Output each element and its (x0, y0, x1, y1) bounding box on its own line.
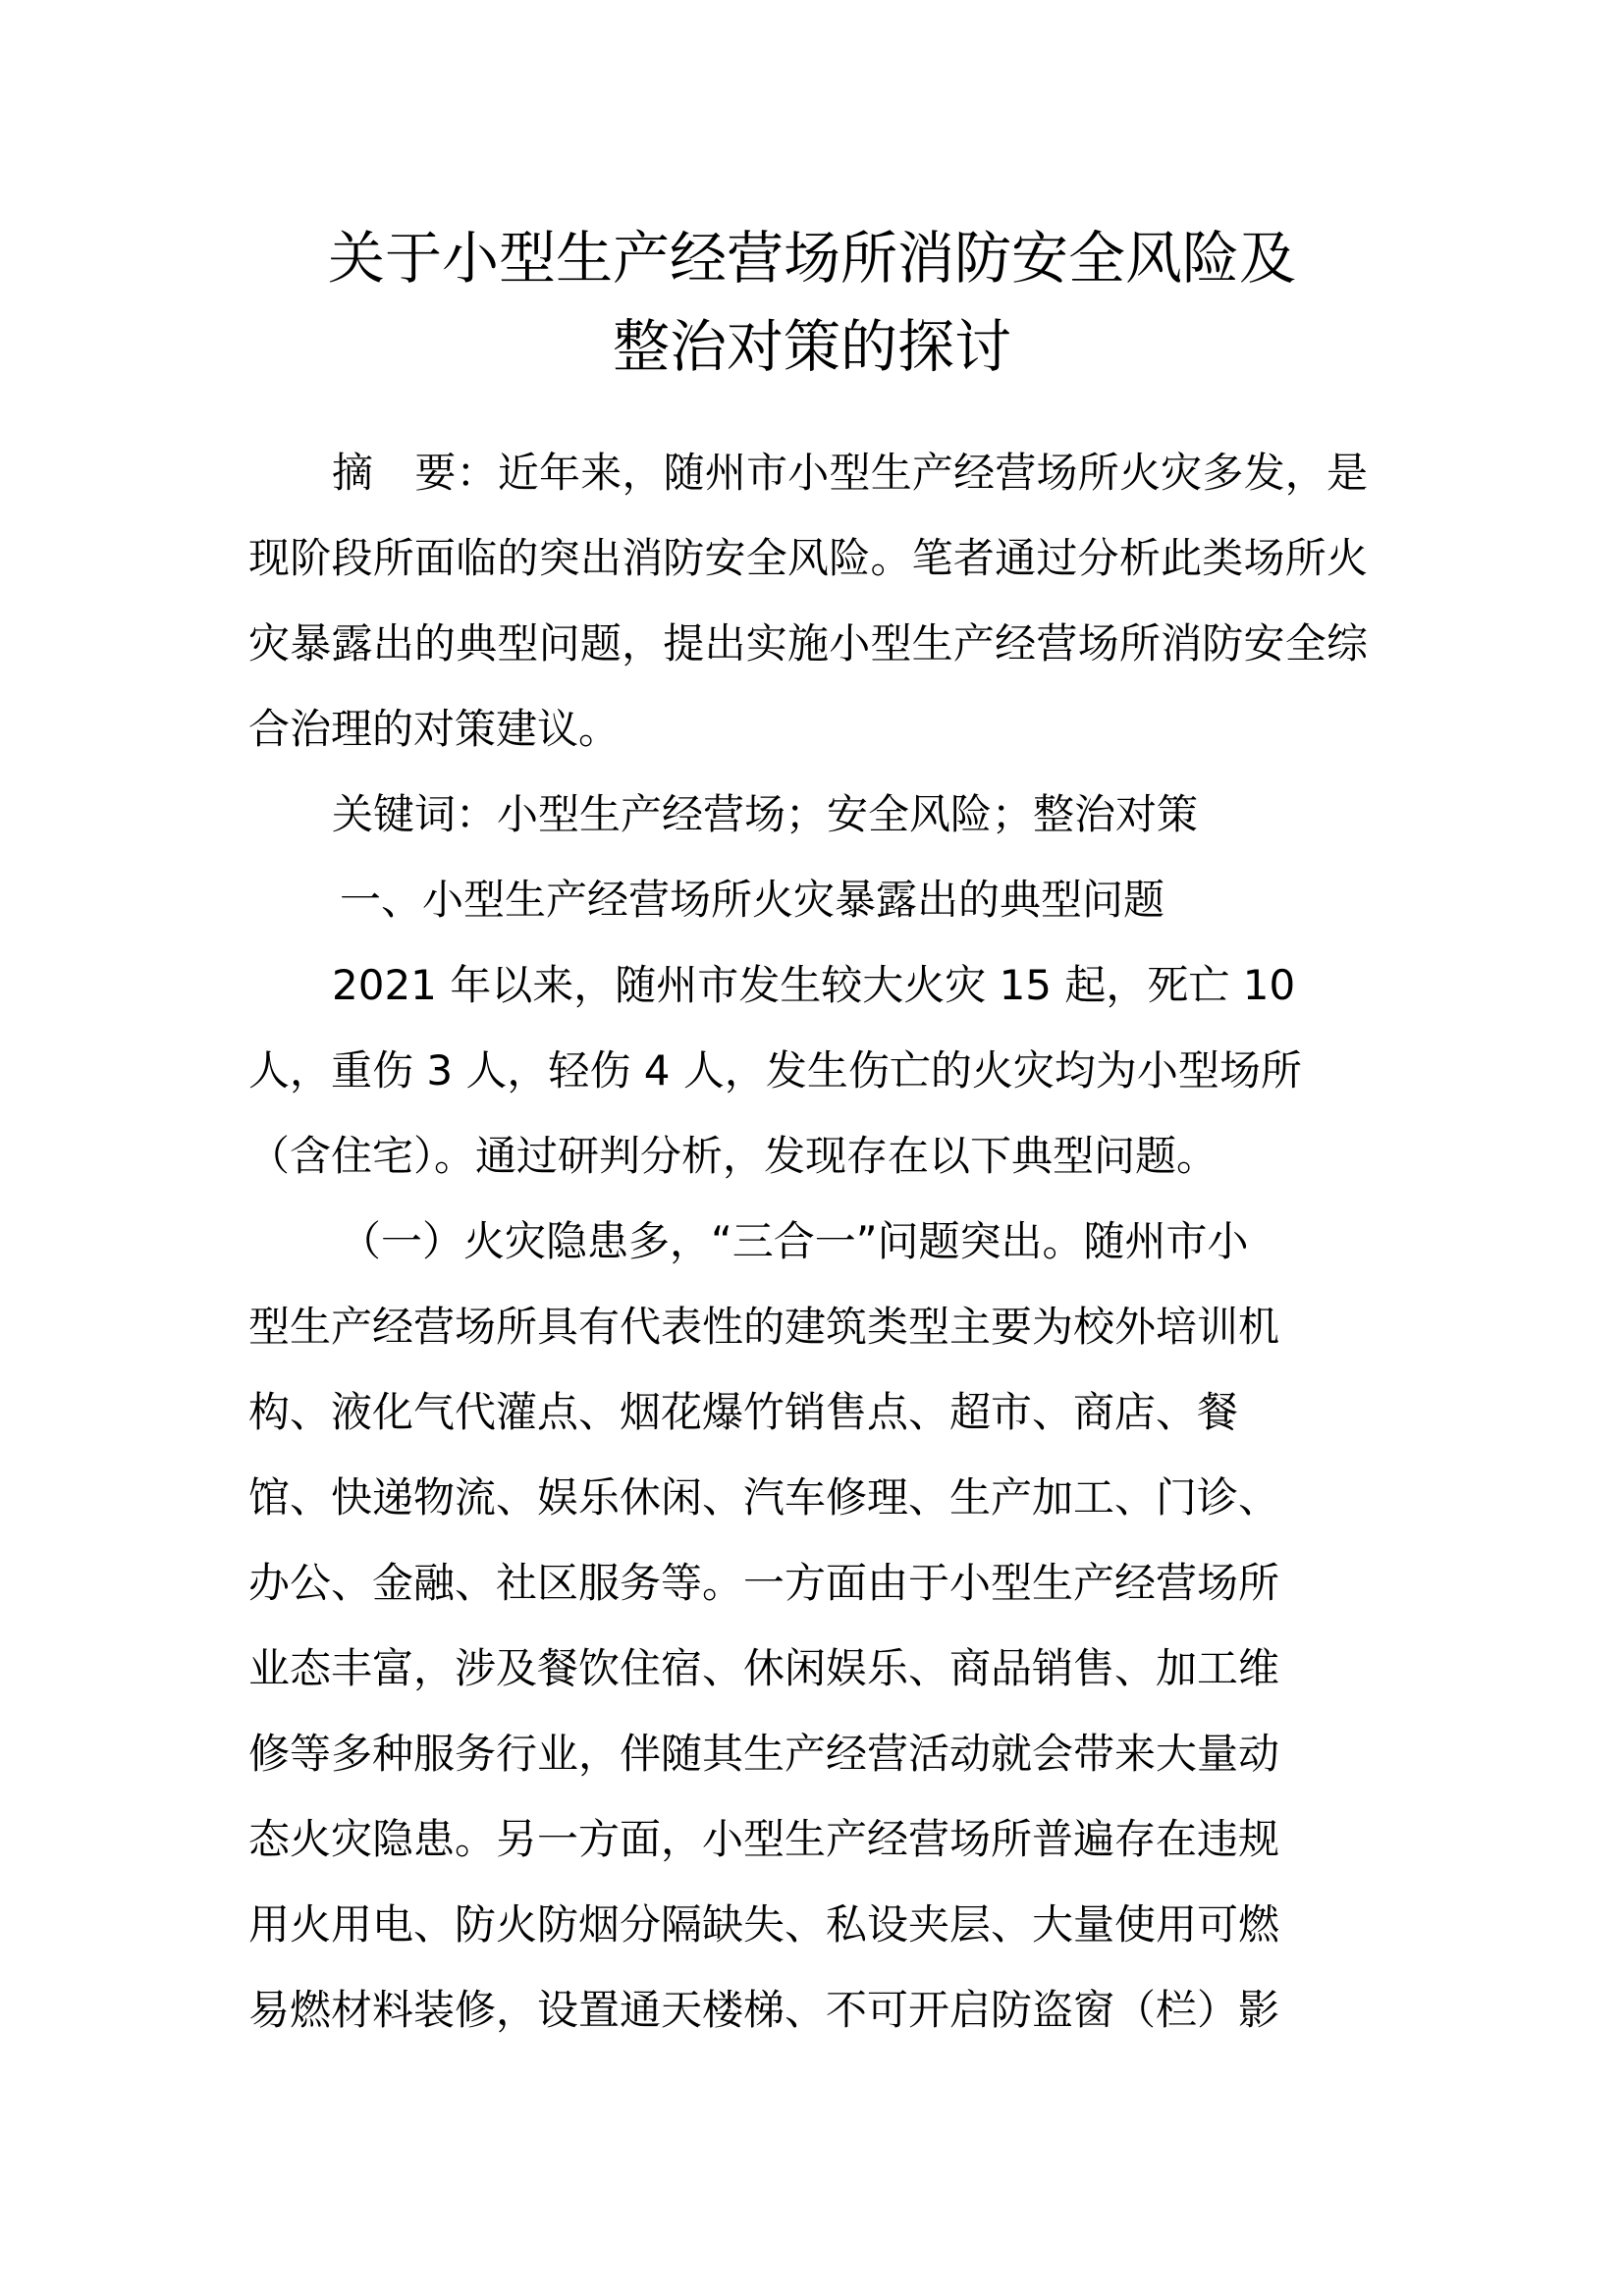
abstract-line: 合治理的对策建议。 (248, 705, 621, 753)
paragraph-line: 易燃材料装修，设置通天楼梯、不可开启防盗窗（栏）影 (248, 1986, 1280, 2034)
keywords: 关键词：小型生产经营场；安全风险；整治对策 (332, 790, 1199, 838)
paragraph-line: 用火用电、防火防烟分隔缺失、私设夹层、大量使用可燃 (248, 1900, 1280, 1949)
abstract-line: 摘 要：近年来，随州市小型生产经营场所火灾多发，是 (332, 449, 1368, 497)
paragraph-line: 态火灾隐患。另一方面，小型生产经营场所普遍存在违规 (248, 1815, 1280, 1863)
paragraph-line: 馆、快递物流、娱乐休闲、汽车修理、生产加工、门诊、 (248, 1473, 1280, 1522)
abstract-line: 现阶段所面临的突出消防安全风险。笔者通过分析此类场所火 (248, 534, 1368, 582)
section-heading: 一、小型生产经营场所火灾暴露出的典型问题 (340, 876, 1165, 924)
abstract-line: 灾暴露出的典型问题，提出实施小型生产经营场所消防安全综 (248, 619, 1368, 667)
paragraph-line: 修等多种服务行业，伴随其生产经营活动就会带来大量动 (248, 1730, 1280, 1778)
paragraph-line: 2021 年以来，随州市发生较大火灾 15 起，死亡 10 (332, 961, 1296, 1009)
paragraph-line: （含住宅）。通过研判分析，发现存在以下典型问题。 (248, 1132, 1218, 1180)
document-title-line-2: 整治对策的探讨 (612, 313, 1011, 380)
paragraph-line: 办公、金融、社区服务等。一方面由于小型生产经营场所 (248, 1559, 1280, 1607)
paragraph-line: （一）火灾隐患多，“三合一”问题突出。随州市小 (340, 1217, 1249, 1265)
paragraph-line: 型生产经营场所具有代表性的建筑类型主要为校外培训机 (248, 1303, 1280, 1351)
paragraph-line: 业态丰富，涉及餐饮住宿、休闲娱乐、商品销售、加工维 (248, 1644, 1280, 1692)
document-title-line-1: 关于小型生产经营场所消防安全风险及 (327, 225, 1296, 292)
paragraph-line: 人，重伤 3 人，轻伤 4 人，发生伤亡的火灾均为小型场所 (248, 1046, 1302, 1095)
paragraph-line: 构、液化气代灌点、烟花爆竹销售点、超市、商店、餐 (248, 1388, 1239, 1436)
